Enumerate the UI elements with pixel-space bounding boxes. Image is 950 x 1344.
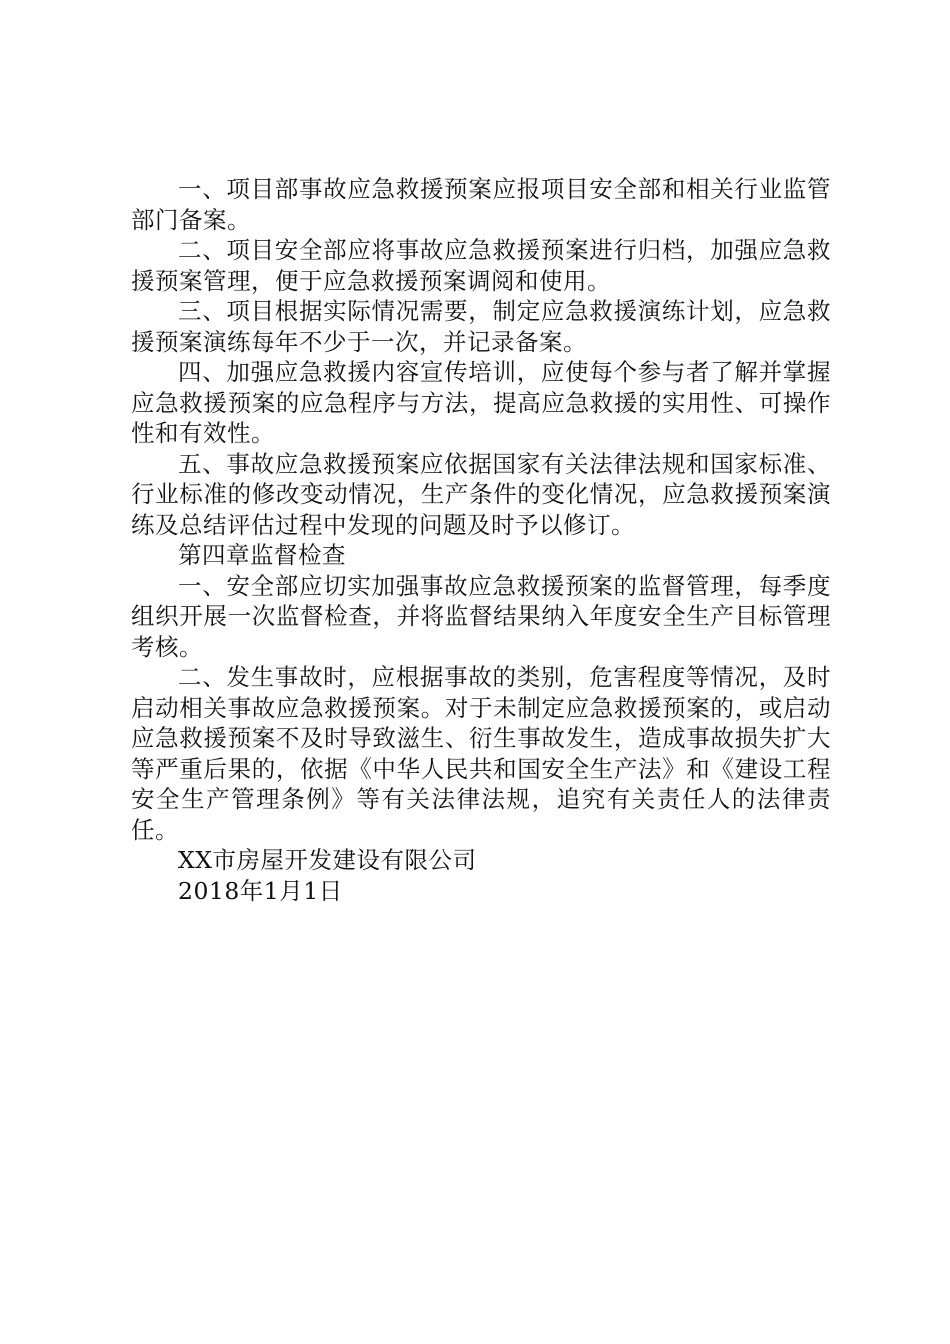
document-date: 2018年1月1日 xyxy=(178,876,343,905)
paragraph-training: 四、加强应急救援内容宣传培训，应使每个参与者了解并掌握应急救援预案的应急程序与方法，提高应急救援的实用性、可操作性和有效性。 xyxy=(131,358,831,447)
paragraph-accountability: 二、发生事故时，应根据事故的类别，危害程度等情况，及时启动相关事故应急救援预案。对于未制定应急救援预案的，或启动应急救援预案不及时导致滋生、衍生事故发生，造成事故损失扩大等严重后果的，依据《中华人民共和国安全生产法》和《建设工程安全生产管理条例》等有关法律法规，追究有关责任人的法律责任。 xyxy=(131,663,831,844)
paragraph-filing: 一、项目部事故应急救援预案应报项目安全部和相关行业监管部门备案。 xyxy=(131,175,831,234)
paragraph-archiving: 二、项目安全部应将事故应急救援预案进行归档，加强应急救援预案管理，便于应急救援预案调阅和使用。 xyxy=(131,236,831,295)
paragraph-revision: 五、事故应急救援预案应依据国家有关法律法规和国家标准、行业标准的修改变动情况，生产条件的变化情况，应急救援预案演练及总结评估过程中发现的问题及时予以修订。 xyxy=(131,449,831,539)
paragraph-drills: 三、项目根据实际情况需要，制定应急救援演练计划，应急救援预案演练每年不少于一次，并记录备案。 xyxy=(131,297,831,356)
chapter-heading: 第四章监督检查 xyxy=(178,541,346,569)
company-signature: XX市房屋开发建设有限公司 xyxy=(178,846,477,874)
document-body xyxy=(131,174,831,906)
paragraph-supervision: 一、安全部应切实加强事故应急救援预案的监督管理，每季度组织开展一次监督检查，并将监督结果纳入年度安全生产目标管理考核。 xyxy=(131,571,831,661)
